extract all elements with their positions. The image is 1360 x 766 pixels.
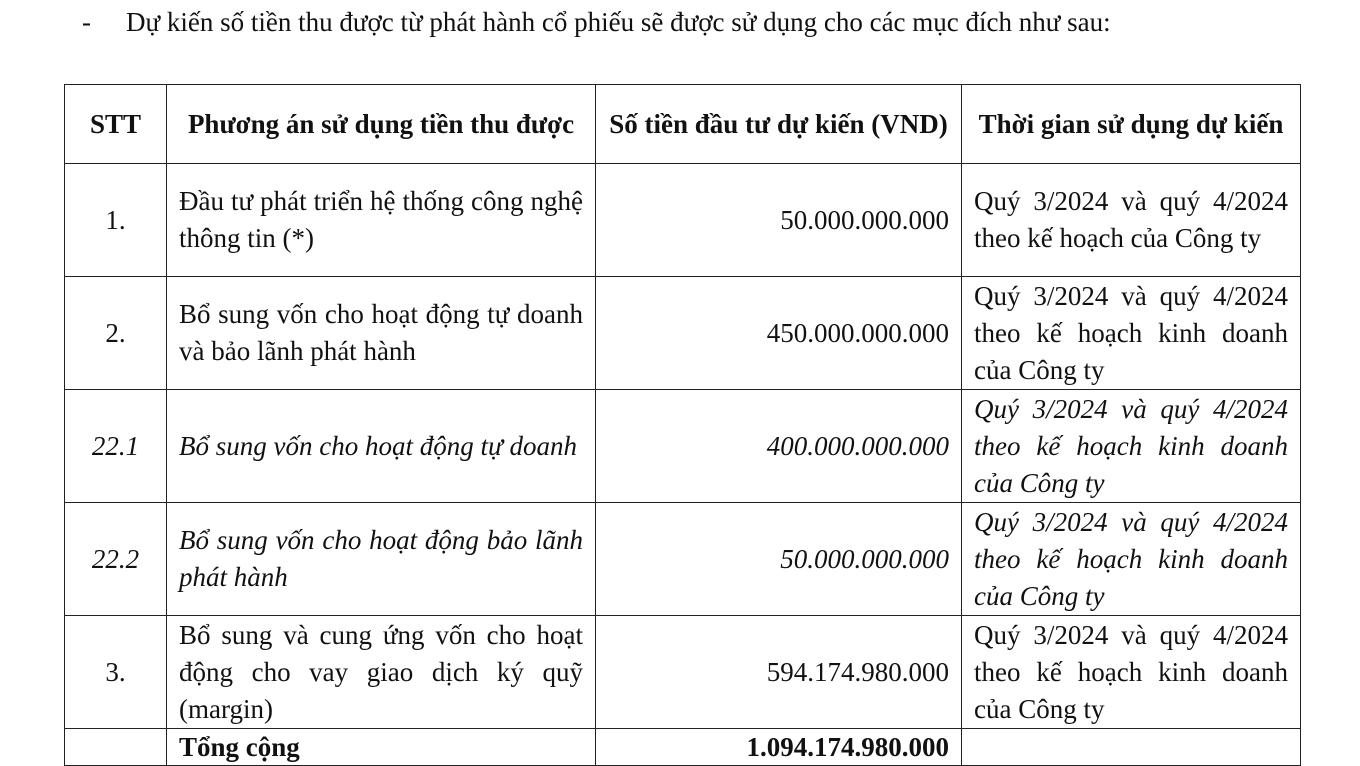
row-plan: Bổ sung và cung ứng vốn cho hoạt động cho vay giao dịch ký quỹ (margin) <box>167 616 596 729</box>
row-time: Quý 3/2024 và quý 4/2024 theo kế hoạch kinh doanh của Công ty <box>962 277 1301 390</box>
row-amount: 400.000.000.000 <box>596 390 962 503</box>
row-amount: 594.174.980.000 <box>596 616 962 729</box>
row-plan: Bổ sung vốn cho hoạt động tự doanh <box>167 390 596 503</box>
row-time: Quý 3/2024 và quý 4/2024 theo kế hoạch kinh doanh của Công ty <box>962 390 1301 503</box>
row-time: Quý 3/2024 và quý 4/2024 theo kế hoạch của Công ty <box>962 164 1301 277</box>
header-time: Thời gian sử dụng dự kiến <box>962 85 1301 164</box>
intro-paragraph <box>82 4 1292 40</box>
total-label: Tổng cộng <box>167 729 596 766</box>
row-amount: 450.000.000.000 <box>596 277 962 390</box>
row-stt: 1. <box>65 164 167 277</box>
table-subrow <box>65 390 1301 503</box>
row-plan: Đầu tư phát triển hệ thống công nghệ thông tin (*) <box>167 164 596 277</box>
fund-allocation-table <box>64 84 1301 766</box>
row-stt: 2. <box>65 277 167 390</box>
row-stt: 22.2 <box>65 503 167 616</box>
row-time: Quý 3/2024 và quý 4/2024 theo kế hoạch kinh doanh của Công ty <box>962 503 1301 616</box>
total-amount: 1.094.174.980.000 <box>596 729 962 766</box>
intro-text: Dự kiến số tiền thu được từ phát hành cổ phiếu sẽ được sử dụng cho các mục đích như sau: <box>126 7 1111 37</box>
table-row <box>65 164 1301 277</box>
row-plan: Bổ sung vốn cho hoạt động tự doanh và bảo lãnh phát hành <box>167 277 596 390</box>
bullet-dash: - <box>82 7 91 37</box>
total-time-empty <box>962 729 1301 766</box>
row-time: Quý 3/2024 và quý 4/2024 theo kế hoạch kinh doanh của Công ty <box>962 616 1301 729</box>
table-row <box>65 277 1301 390</box>
row-stt: 22.1 <box>65 390 167 503</box>
row-stt: 3. <box>65 616 167 729</box>
header-stt: STT <box>65 85 167 164</box>
table-row <box>65 616 1301 729</box>
total-stt-empty <box>65 729 167 766</box>
row-amount: 50.000.000.000 <box>596 164 962 277</box>
header-plan: Phương án sử dụng tiền thu được <box>167 85 596 164</box>
row-plan: Bổ sung vốn cho hoạt động bảo lãnh phát hành <box>167 503 596 616</box>
table-subrow <box>65 503 1301 616</box>
header-amount: Số tiền đầu tư dự kiến (VND) <box>596 85 962 164</box>
row-amount: 50.000.000.000 <box>596 503 962 616</box>
table-total-row <box>65 729 1301 766</box>
table-header-row <box>65 85 1301 164</box>
